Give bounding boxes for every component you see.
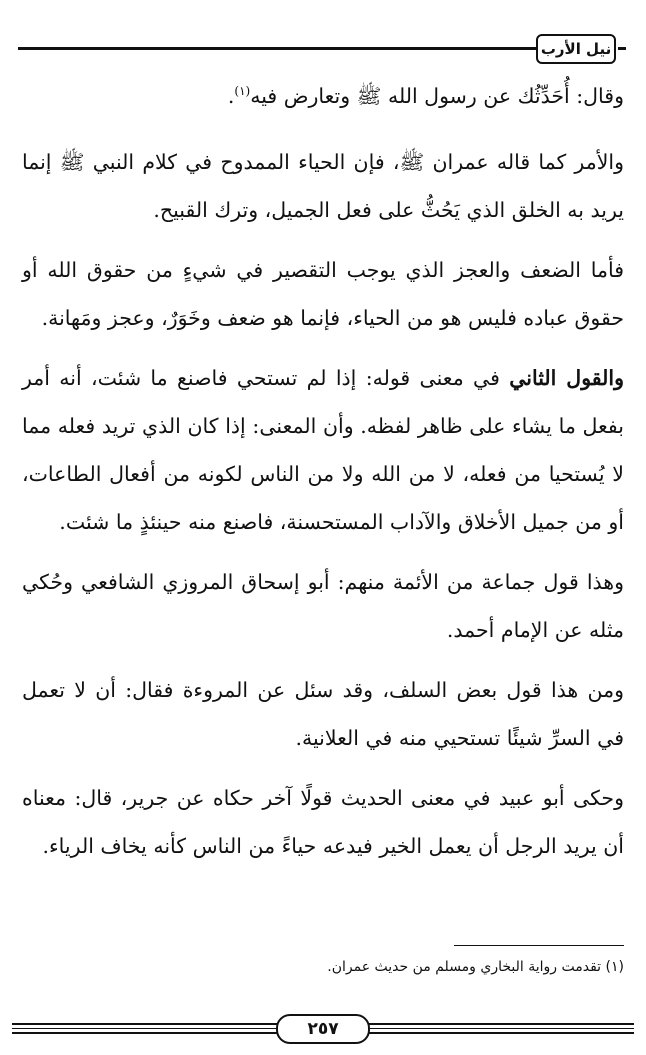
paragraph-4 bbox=[22, 354, 624, 546]
running-title: نيل الأرب bbox=[536, 34, 616, 64]
paragraph-1 bbox=[22, 72, 624, 120]
paragraph-5: وهذا قول جماعة من الأئمة منهم: أبو إسحاق المروزي الشافعي وحُكي مثله عن الإمام أحمد. bbox=[22, 570, 624, 642]
paragraph-1-end: . bbox=[227, 84, 235, 108]
header-rule bbox=[18, 47, 536, 50]
paragraph-7: وحكى أبو عبيد في معنى الحديث قولًا آخر حكاه عن جرير، قال: معناه أن يريد الرجل أن يعمل الخير فيدعه حياءً من الناس كأنه يخاف الرياء. bbox=[22, 786, 624, 858]
header-rule-tail bbox=[618, 47, 626, 50]
paragraph-4-rest: في معنى قوله: إذا لم تستحي فاصنع ما شئت، أنه أمر بفعل ما يشاء على ظاهر لفظه. وأن المعنى: إذا كان الذي تريد فعله مما لا يُستحيا من فعله، لا من الله ولا من الناس لكونه من أفعال الطاعات، أو من جميل الأخلاق والآداب المستحسنة، فاصنع منه حينئذٍ ما شئت. bbox=[22, 366, 624, 534]
running-header bbox=[18, 34, 626, 64]
footnote-rule bbox=[454, 945, 624, 946]
paragraph-2: والأمر كما قاله عمران ﷺ، فإن الحياء الممدوح في كلام النبي ﷺ إنما يريد به الخلق الذي يَحُثُّ على فعل الجميل، وترك القبيح. bbox=[22, 150, 624, 222]
main-text bbox=[22, 72, 624, 882]
paragraph-1-text: وقال: أُحَدِّثُك عن رسول الله ﷺ وتعارض فيه bbox=[250, 84, 624, 108]
page-footer bbox=[12, 1012, 634, 1044]
paragraph-6: ومن هذا قول بعض السلف، وقد سئل عن المروءة فقال: أن لا تعمل في السرِّ شيئًا تستحيي منه في العلانية. bbox=[22, 678, 624, 750]
footnote-reference[interactable]: (١) bbox=[234, 84, 251, 99]
page-number: ٢٥٧ bbox=[276, 1014, 370, 1044]
paragraph-3: فأما الضعف والعجز الذي يوجب التقصير في شيءٍ من حقوق الله أو حقوق عباده فليس هو من الحياء، فإنما هو ضعف وخَوَرٌ، وعجز ومَهانة. bbox=[22, 258, 624, 330]
paragraph-4-lead: والقول الثاني bbox=[509, 366, 625, 390]
footnote: (١) تقدمت رواية البخاري ومسلم من حديث عمران. bbox=[327, 959, 624, 975]
